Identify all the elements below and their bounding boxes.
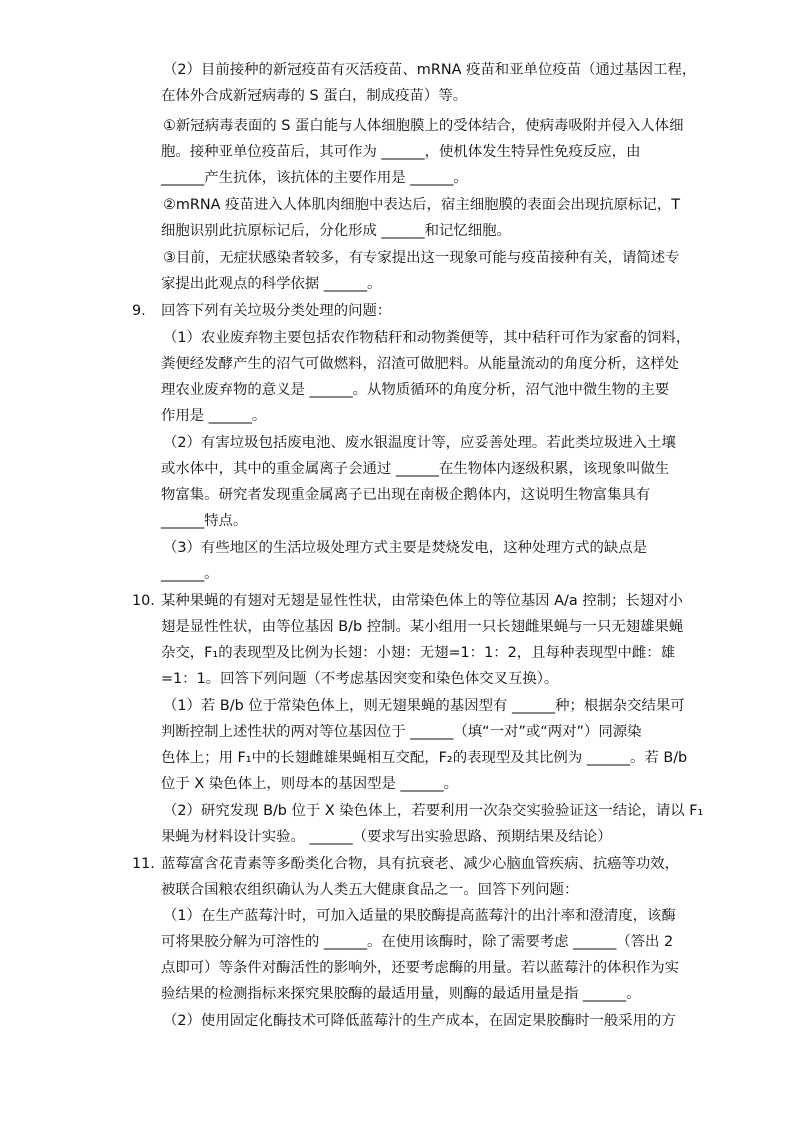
text-line: 色体上；用 F₁中的长翅雌雄果蝇相互交配，F₂的表现型及其比例为 ______。若 B/b: [161, 750, 688, 766]
text-line: 某种果蝇的有翅对无翅是显性性状，由常染色体上的等位基因 A/a 控制；长翅对小: [161, 593, 683, 609]
text-line: ______特点。: [161, 513, 248, 529]
text-line: （1）在生产蓝莓汁时，可加入适量的果胶酶提高蓝莓汁的出汁率和澄清度，该酶: [163, 908, 676, 924]
text-line: 位于 X 染色体上，则母本的基因型是 ______。: [161, 776, 459, 792]
text-line: 回答下列有关垃圾分类处理的问题：: [161, 303, 392, 319]
question-number: 10.: [132, 593, 155, 609]
text-line: 判断控制上述性状的两对等位基因位于 ______（填“一对”或“两对”）同源染: [161, 724, 642, 740]
text-line: ②mRNA 疫苗进入人体肌肉细胞中表达后，宿主细胞膜的表面会出现抗原标记，T: [163, 197, 681, 213]
text-line: （2）使用固定化酶技术可降低蓝莓汁的生产成本，在固定果胶酶时一般采用的方: [163, 1013, 676, 1029]
text-line: （1）农业废弃物主要包括农作物秸秆和动物粪便等，其中秸秆可作为家畜的饲料，: [163, 330, 691, 346]
text-line: 验结果的检测指标来探究果胶酶的最适用量，则酶的最适用量是指 ______。: [161, 986, 641, 1002]
text-line: （2）研究发现 B/b 位于 X 染色体上，若要利用一次杂交实验验证这一结论，请以 F₁: [163, 803, 704, 819]
text-line: （2）有害垃圾包括废电池、废水银温度计等，应妥善处理。若此类垃圾进入土壤: [163, 435, 676, 451]
text-line: 家提出此观点的科学依据 ______。: [161, 276, 382, 292]
question-number: 9.: [132, 303, 146, 319]
text-line: 粪便经发酵产生的沼气可做燃料，沼渣可做肥料。从能量流动的角度分析，这样处: [161, 356, 680, 372]
text-line: 胞。接种亚单位疫苗后，其可作为 ______，使机体发生特异性免疫反应，由: [161, 144, 641, 160]
text-line: 翅是显性性状，由等位基因 B/b 控制。某小组用一只长翅雌果蝇与一只无翅雄果蝇: [161, 619, 684, 635]
text-line: （1）若 B/b 位于常染色体上，则无翅果蝇的基因型有 ______种；根据杂交结果可: [163, 698, 685, 714]
text-line: （3）有些地区的生活垃圾处理方式主要是焚烧发电，这种处理方式的缺点是: [163, 540, 648, 556]
text-line: ①新冠病毒表面的 S 蛋白能与人体细胞膜上的受体结合，使病毒吸附并侵入人体细: [163, 118, 684, 134]
text-line: 物富集。研究者发现重金属离子已出现在南极企鹅体内，这说明生物富集具有: [161, 487, 651, 503]
text-line: 点即可）等条件对酶活性的影响外，还要考虑酶的用量。若以蓝莓汁的体积作为实: [161, 960, 680, 976]
question-number: 11.: [132, 856, 155, 872]
text-line: =1：1。回答下列问题（不考虑基因突变和染色体交叉互换）。: [161, 671, 559, 687]
text-line: ③目前，无症状感染者较多，有专家提出这一现象可能与疫苗接种有关，请简述专: [163, 250, 680, 266]
text-line: 被联合国粮农组织确认为人类五大健康食品之一。回答下列问题：: [161, 882, 579, 898]
text-line: 在体外合成新冠病毒的 S 蛋白，制成疫苗）等。: [161, 88, 468, 104]
text-line: 可将果胶分解为可溶性的 ______。在使用该酶时，除了需要考虑 ______（答出 2: [161, 934, 674, 950]
text-line: 果蝇为材料设计实验。 ______（要求写出实验思路、预期结果及结论）: [161, 829, 612, 845]
text-line: ______产生抗体，该抗体的主要作用是 ______。: [161, 170, 468, 186]
text-line: 或水体中，其中的重金属离子会通过 ______在生物体内逐级积累，该现象叫做生: [161, 461, 670, 477]
text-line: 杂交，F₁的表现型及比例为长翅：小翅：无翅=1：1：2，且每种表现型中雌：雄: [161, 645, 676, 661]
text-line: ______。: [161, 566, 219, 582]
text-line: （2）目前接种的新冠疫苗有灭活疫苗、mRNA 疫苗和亚单位疫苗（通过基因工程，: [163, 62, 697, 78]
text-line: 作用是 ______。: [161, 408, 267, 424]
text-line: 细胞识别此抗原标记后，分化形成 ______和记忆细胞。: [161, 223, 511, 239]
text-line: 理农业废弃物的意义是 ______。从物质循环的角度分析，沼气池中微生物的主要: [161, 382, 670, 398]
text-line: 蓝莓富含花青素等多酚类化合物，具有抗衰老、减少心脑血管疾病、抗癌等功效，: [161, 856, 680, 872]
